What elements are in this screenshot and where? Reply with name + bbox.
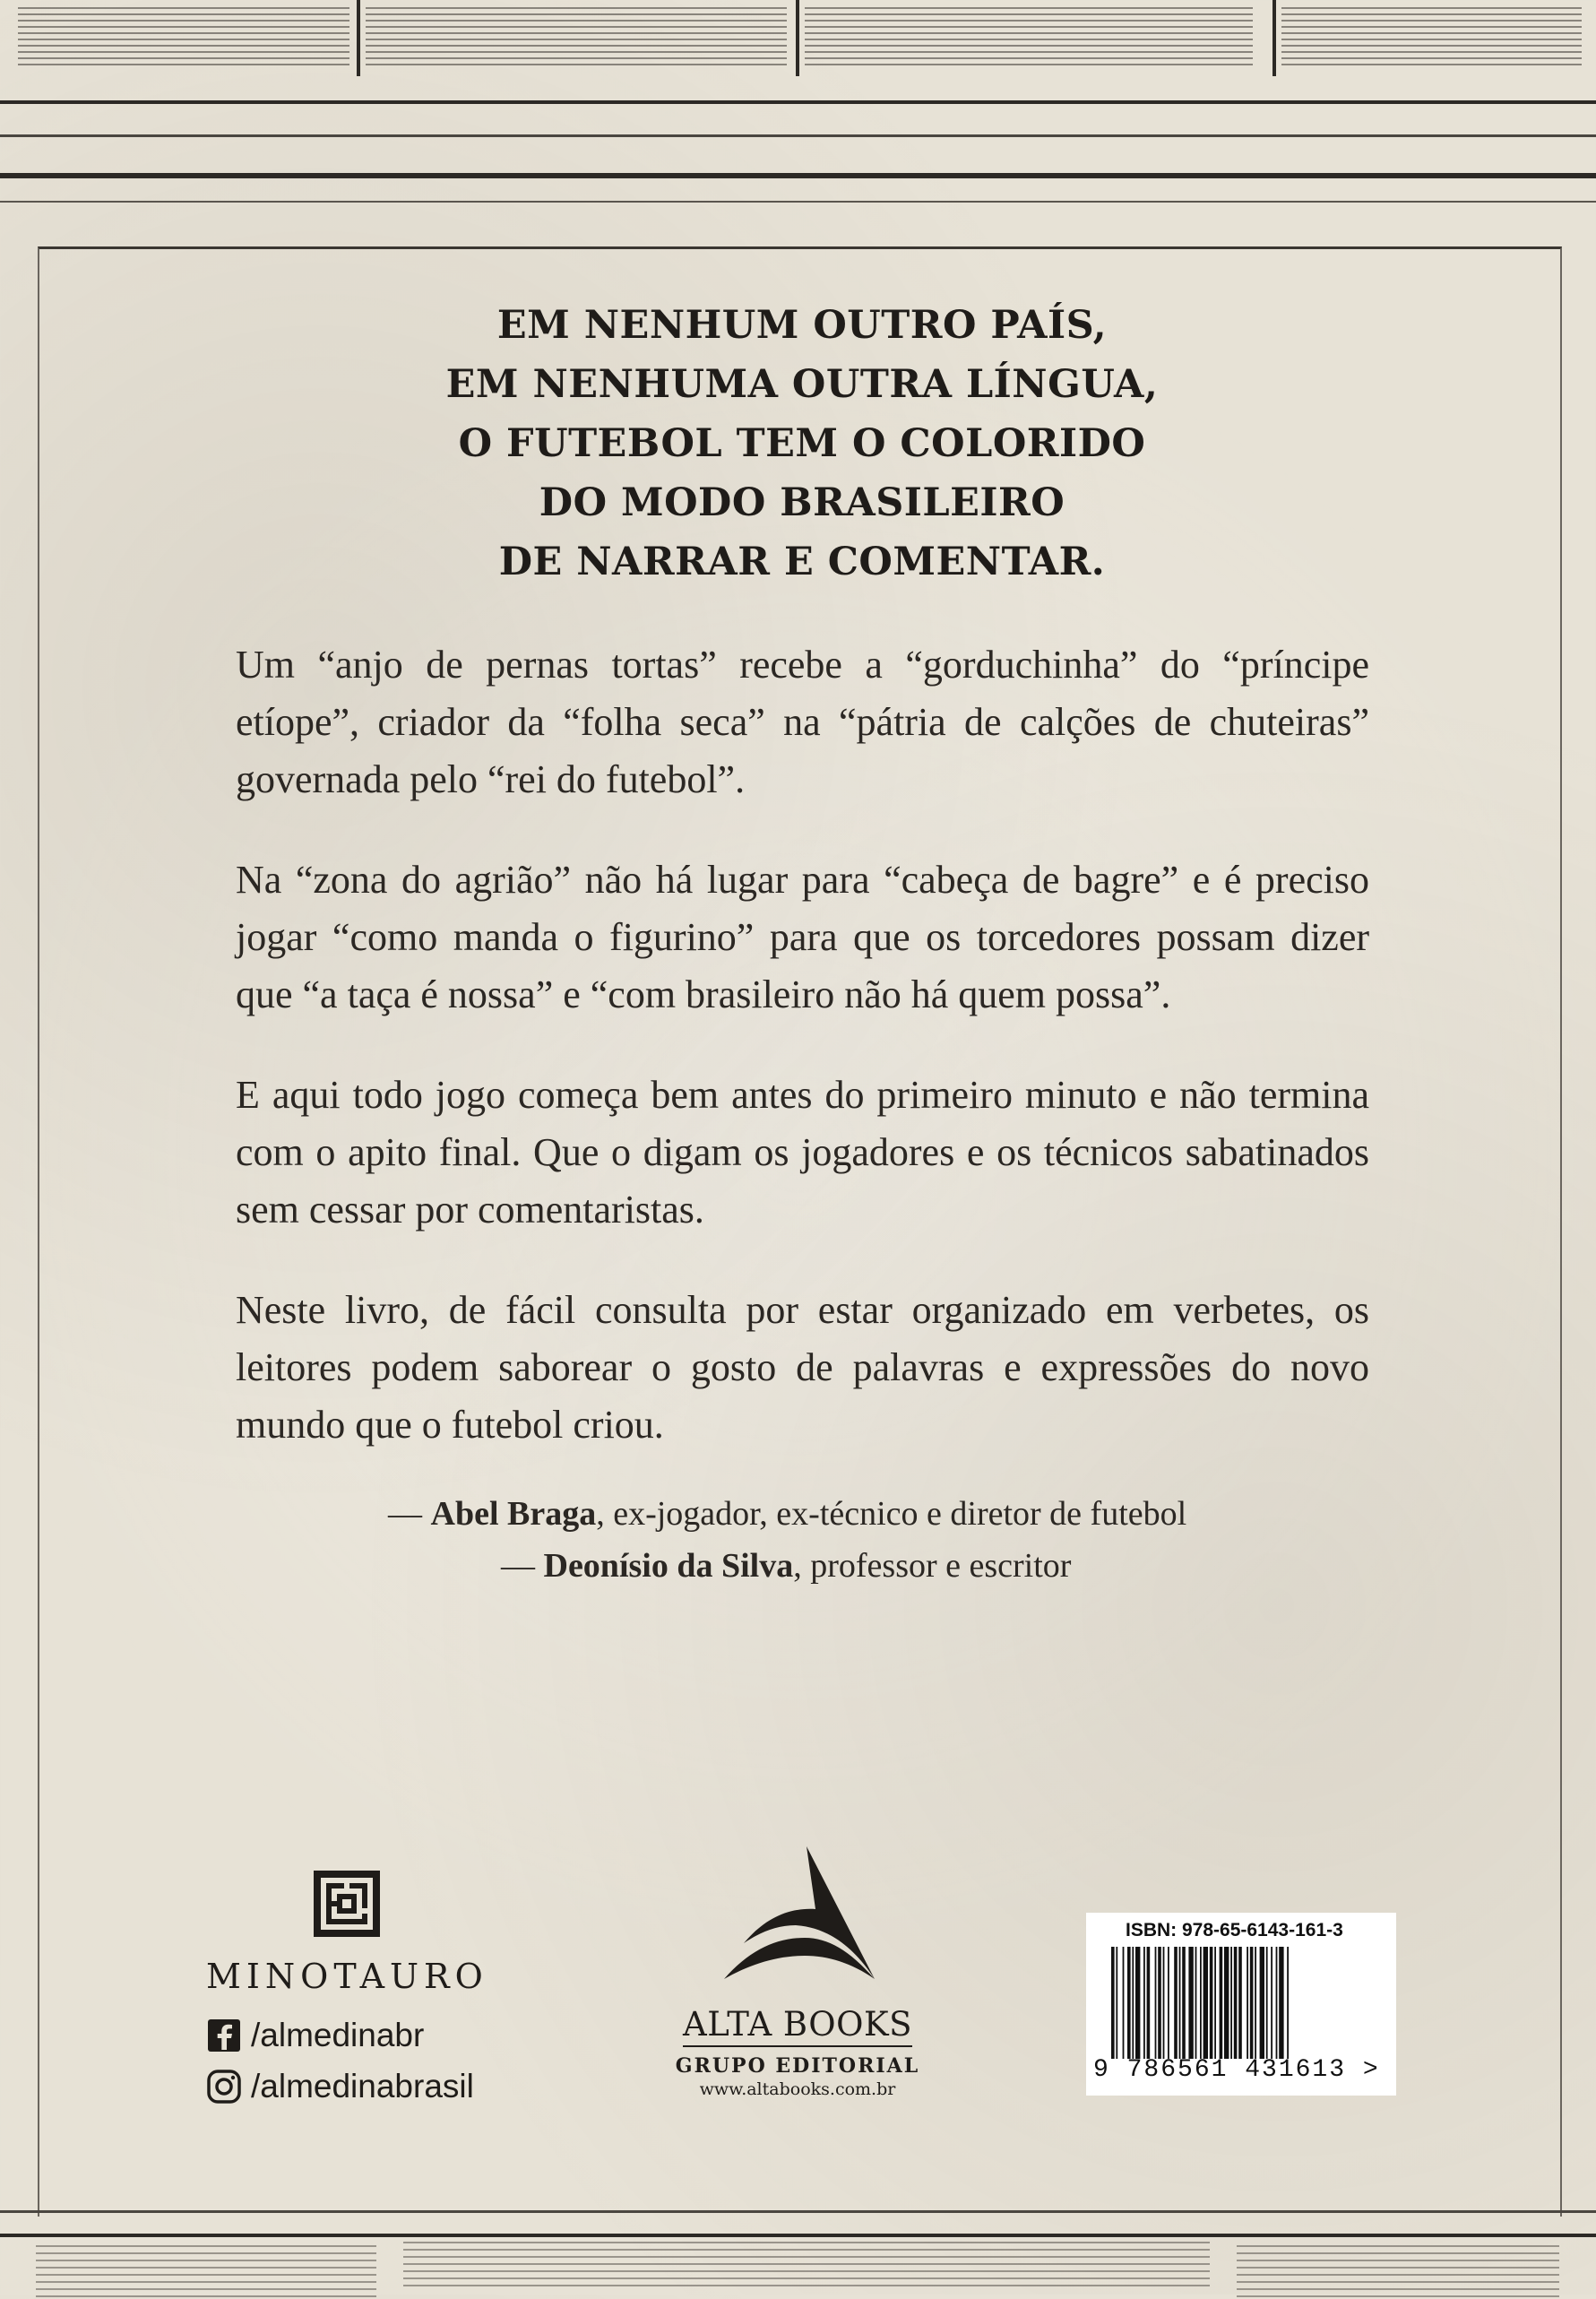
top-rule (0, 100, 1596, 104)
bottom-rule (0, 2234, 1596, 2237)
bottom-rule (0, 2210, 1596, 2213)
facebook-handle (206, 2017, 424, 2054)
attribution (236, 1488, 1369, 1540)
headline (233, 296, 1371, 592)
isbn-label: ISBN: 978-65-6143-161-3 (1126, 1920, 1343, 1940)
alta-books-url: www.altabooks.com.br (699, 2079, 896, 2099)
body-text (236, 636, 1369, 1497)
top-rule-thick (0, 173, 1596, 178)
paragraph: E aqui todo jogo começa bem antes do primeiro minuto e não termina com o apito final. Que o digam os jogadores e os técnicos sabatinados sem cessar por comentaristas. (236, 1073, 1369, 1232)
alta-books-name: ALTA BOOKS (683, 2005, 912, 2047)
bottom-band-column (36, 2245, 376, 2299)
facebook-icon (206, 2018, 242, 2053)
top-rule (0, 201, 1596, 203)
paragraph: Neste livro, de fácil consulta por estar organizado em verbetes, os leitores podem saborear o gosto de palavras e expressões do novo mundo que o futebol criou. (236, 1288, 1369, 1447)
top-newspaper-band (0, 0, 1596, 76)
alta-books-subtitle: GRUPO EDITORIAL (675, 2054, 920, 2078)
headline-line: EM NENHUM OUTRO PAÍS, (496, 303, 1108, 348)
top-band-divider (1272, 0, 1276, 76)
paragraph: Um “anjo de pernas tortas” recebe a “gorduchinha” do “príncipe etíope”, criador da “folha seca” na “pátria de calções de chuteiras” governada pelo “rei do futebol”. (236, 643, 1369, 801)
instagram-handle (206, 2068, 474, 2105)
paragraph: Na “zona do agrião” não há lugar para “cabeça de bagre” e é preciso jogar “como manda o figurino” para que os torcedores possam dizer que “a taça é nossa” e “com brasileiro não há quem possa”. (236, 858, 1369, 1016)
attribution-role: , professor e escritor (793, 1547, 1072, 1585)
top-band-column (366, 7, 787, 70)
barcode-bars (1111, 1947, 1366, 2059)
facebook-handle-text: /almedinabr (251, 2017, 425, 2053)
attribution-name: Deonísio da Silva (543, 1547, 794, 1585)
bottom-newspaper-band (0, 2218, 1596, 2295)
top-rule (0, 134, 1596, 137)
top-band-column (18, 7, 349, 70)
attribution-role: , ex-jogador, ex-técnico e diretor de futebol (596, 1495, 1187, 1533)
top-band-divider (357, 0, 360, 76)
bottom-band-column (403, 2234, 1210, 2288)
attribution-dash: — (501, 1547, 544, 1585)
headline-line: DO MODO BRASILEIRO (539, 480, 1065, 525)
barcode (1086, 1913, 1396, 2096)
headline-line: EM NENHUMA OUTRA LÍNGUA, (445, 362, 1159, 407)
minotauro-logo (312, 1869, 382, 1939)
minotauro-wordmark: MINOTAURO (206, 1957, 488, 1996)
attribution (236, 1540, 1369, 1592)
attribution-dash: — (388, 1495, 431, 1533)
alta-books-logo (717, 1845, 878, 1992)
bottom-band-column (1237, 2245, 1559, 2299)
headline-line: DE NARRAR E COMENTAR. (498, 540, 1106, 584)
attributions (236, 1488, 1369, 1592)
attribution-name: Abel Braga (430, 1495, 597, 1533)
top-band-divider (796, 0, 799, 76)
top-band-column (1281, 7, 1582, 70)
headline-line: O FUTEBOL TEM O COLORIDO (458, 421, 1146, 466)
alta-books-block (663, 1845, 932, 2099)
instagram-handle-text: /almedinabrasil (251, 2068, 474, 2105)
barcode-digits: 9 786561 431613 > (1093, 2056, 1380, 2084)
top-band-column (805, 7, 1253, 70)
instagram-icon (206, 2069, 242, 2105)
